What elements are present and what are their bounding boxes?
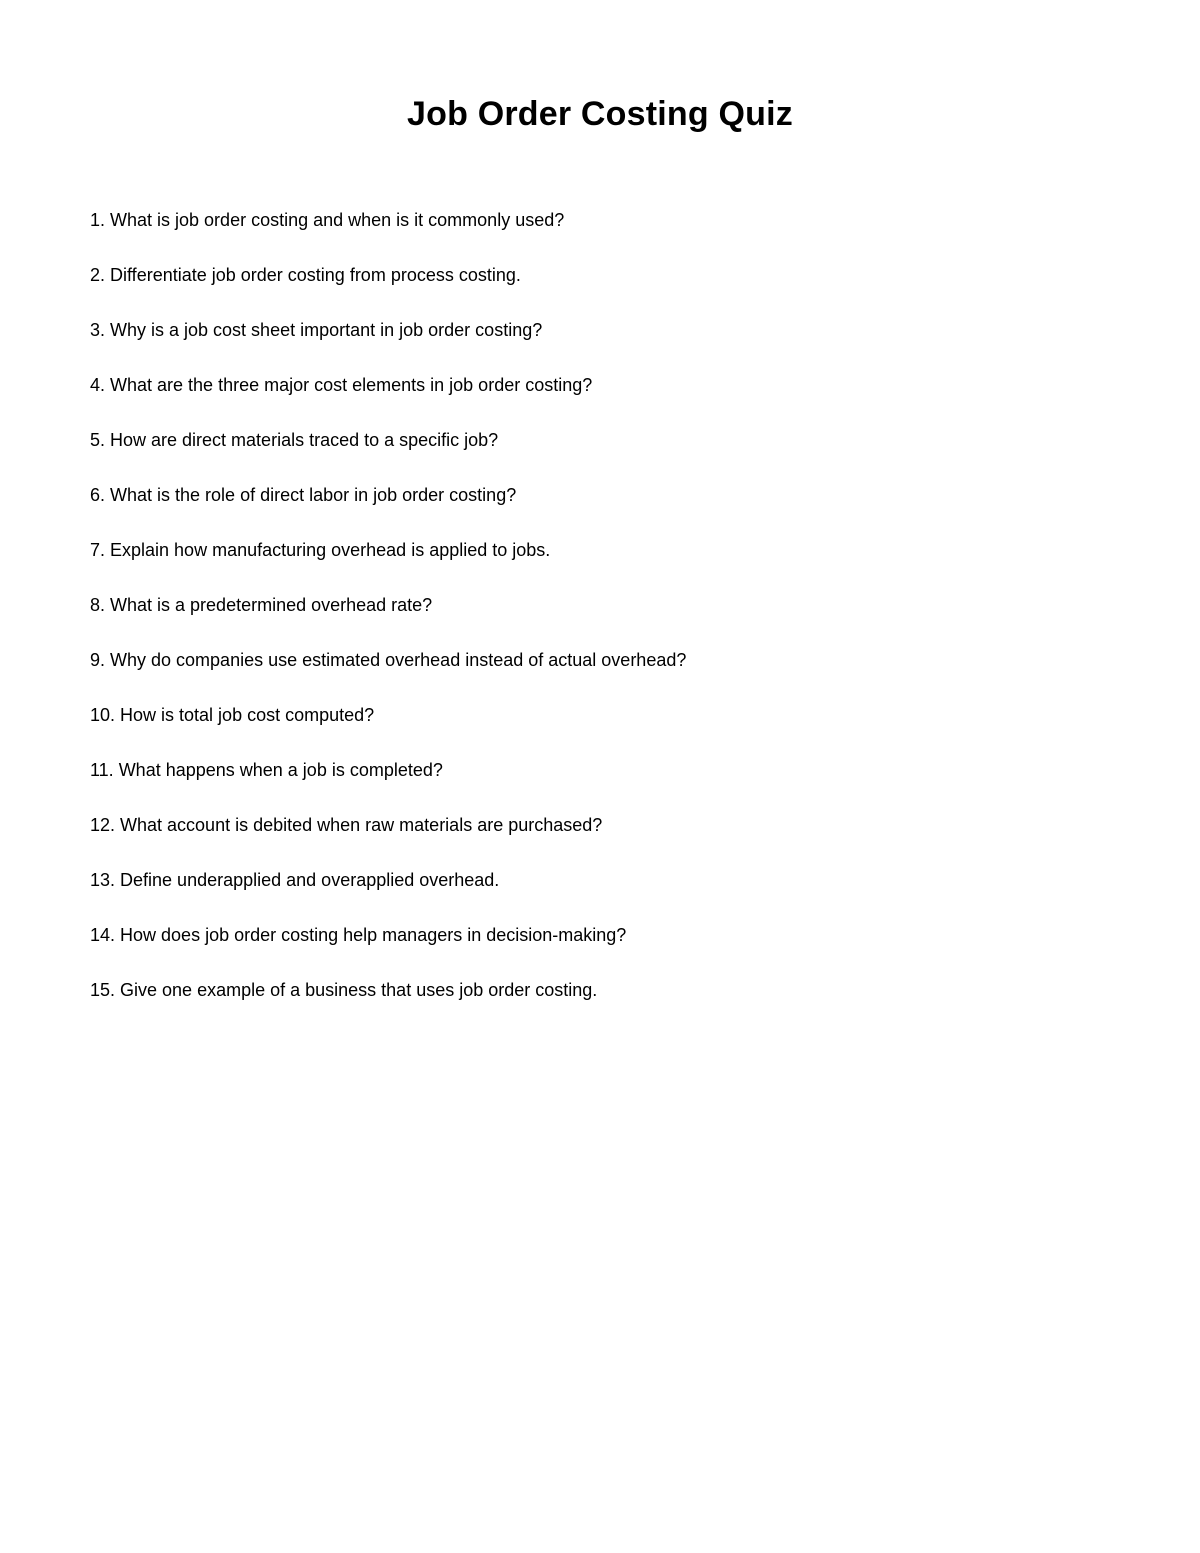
- question-item: 9. Why do companies use estimated overhead instead of actual overhead?: [90, 650, 687, 670]
- question-item: 15. Give one example of a business that uses job order costing.: [90, 980, 598, 1000]
- question-item: 12. What account is debited when raw materials are purchased?: [90, 815, 603, 835]
- question-item: 6. What is the role of direct labor in job order costing?: [90, 485, 517, 505]
- question-item: 7. Explain how manufacturing overhead is applied to jobs.: [90, 540, 551, 560]
- question-item: 4. What are the three major cost elements in job order costing?: [90, 375, 593, 395]
- question-item: 2. Differentiate job order costing from process costing.: [90, 265, 521, 285]
- question-item: 11. What happens when a job is completed?: [90, 760, 443, 780]
- question-item: 14. How does job order costing help managers in decision-making?: [90, 925, 627, 945]
- page-title: Job Order Costing Quiz: [407, 95, 793, 133]
- question-item: 5. How are direct materials traced to a specific job?: [90, 430, 499, 450]
- question-item: 3. Why is a job cost sheet important in job order costing?: [90, 320, 543, 340]
- question-list: [90, 205, 686, 1030]
- question-item: 13. Define underapplied and overapplied overhead.: [90, 870, 500, 890]
- question-item: 1. What is job order costing and when is it commonly used?: [90, 210, 565, 230]
- question-item: 10. How is total job cost computed?: [90, 705, 375, 725]
- question-item: 8. What is a predetermined overhead rate?: [90, 595, 433, 615]
